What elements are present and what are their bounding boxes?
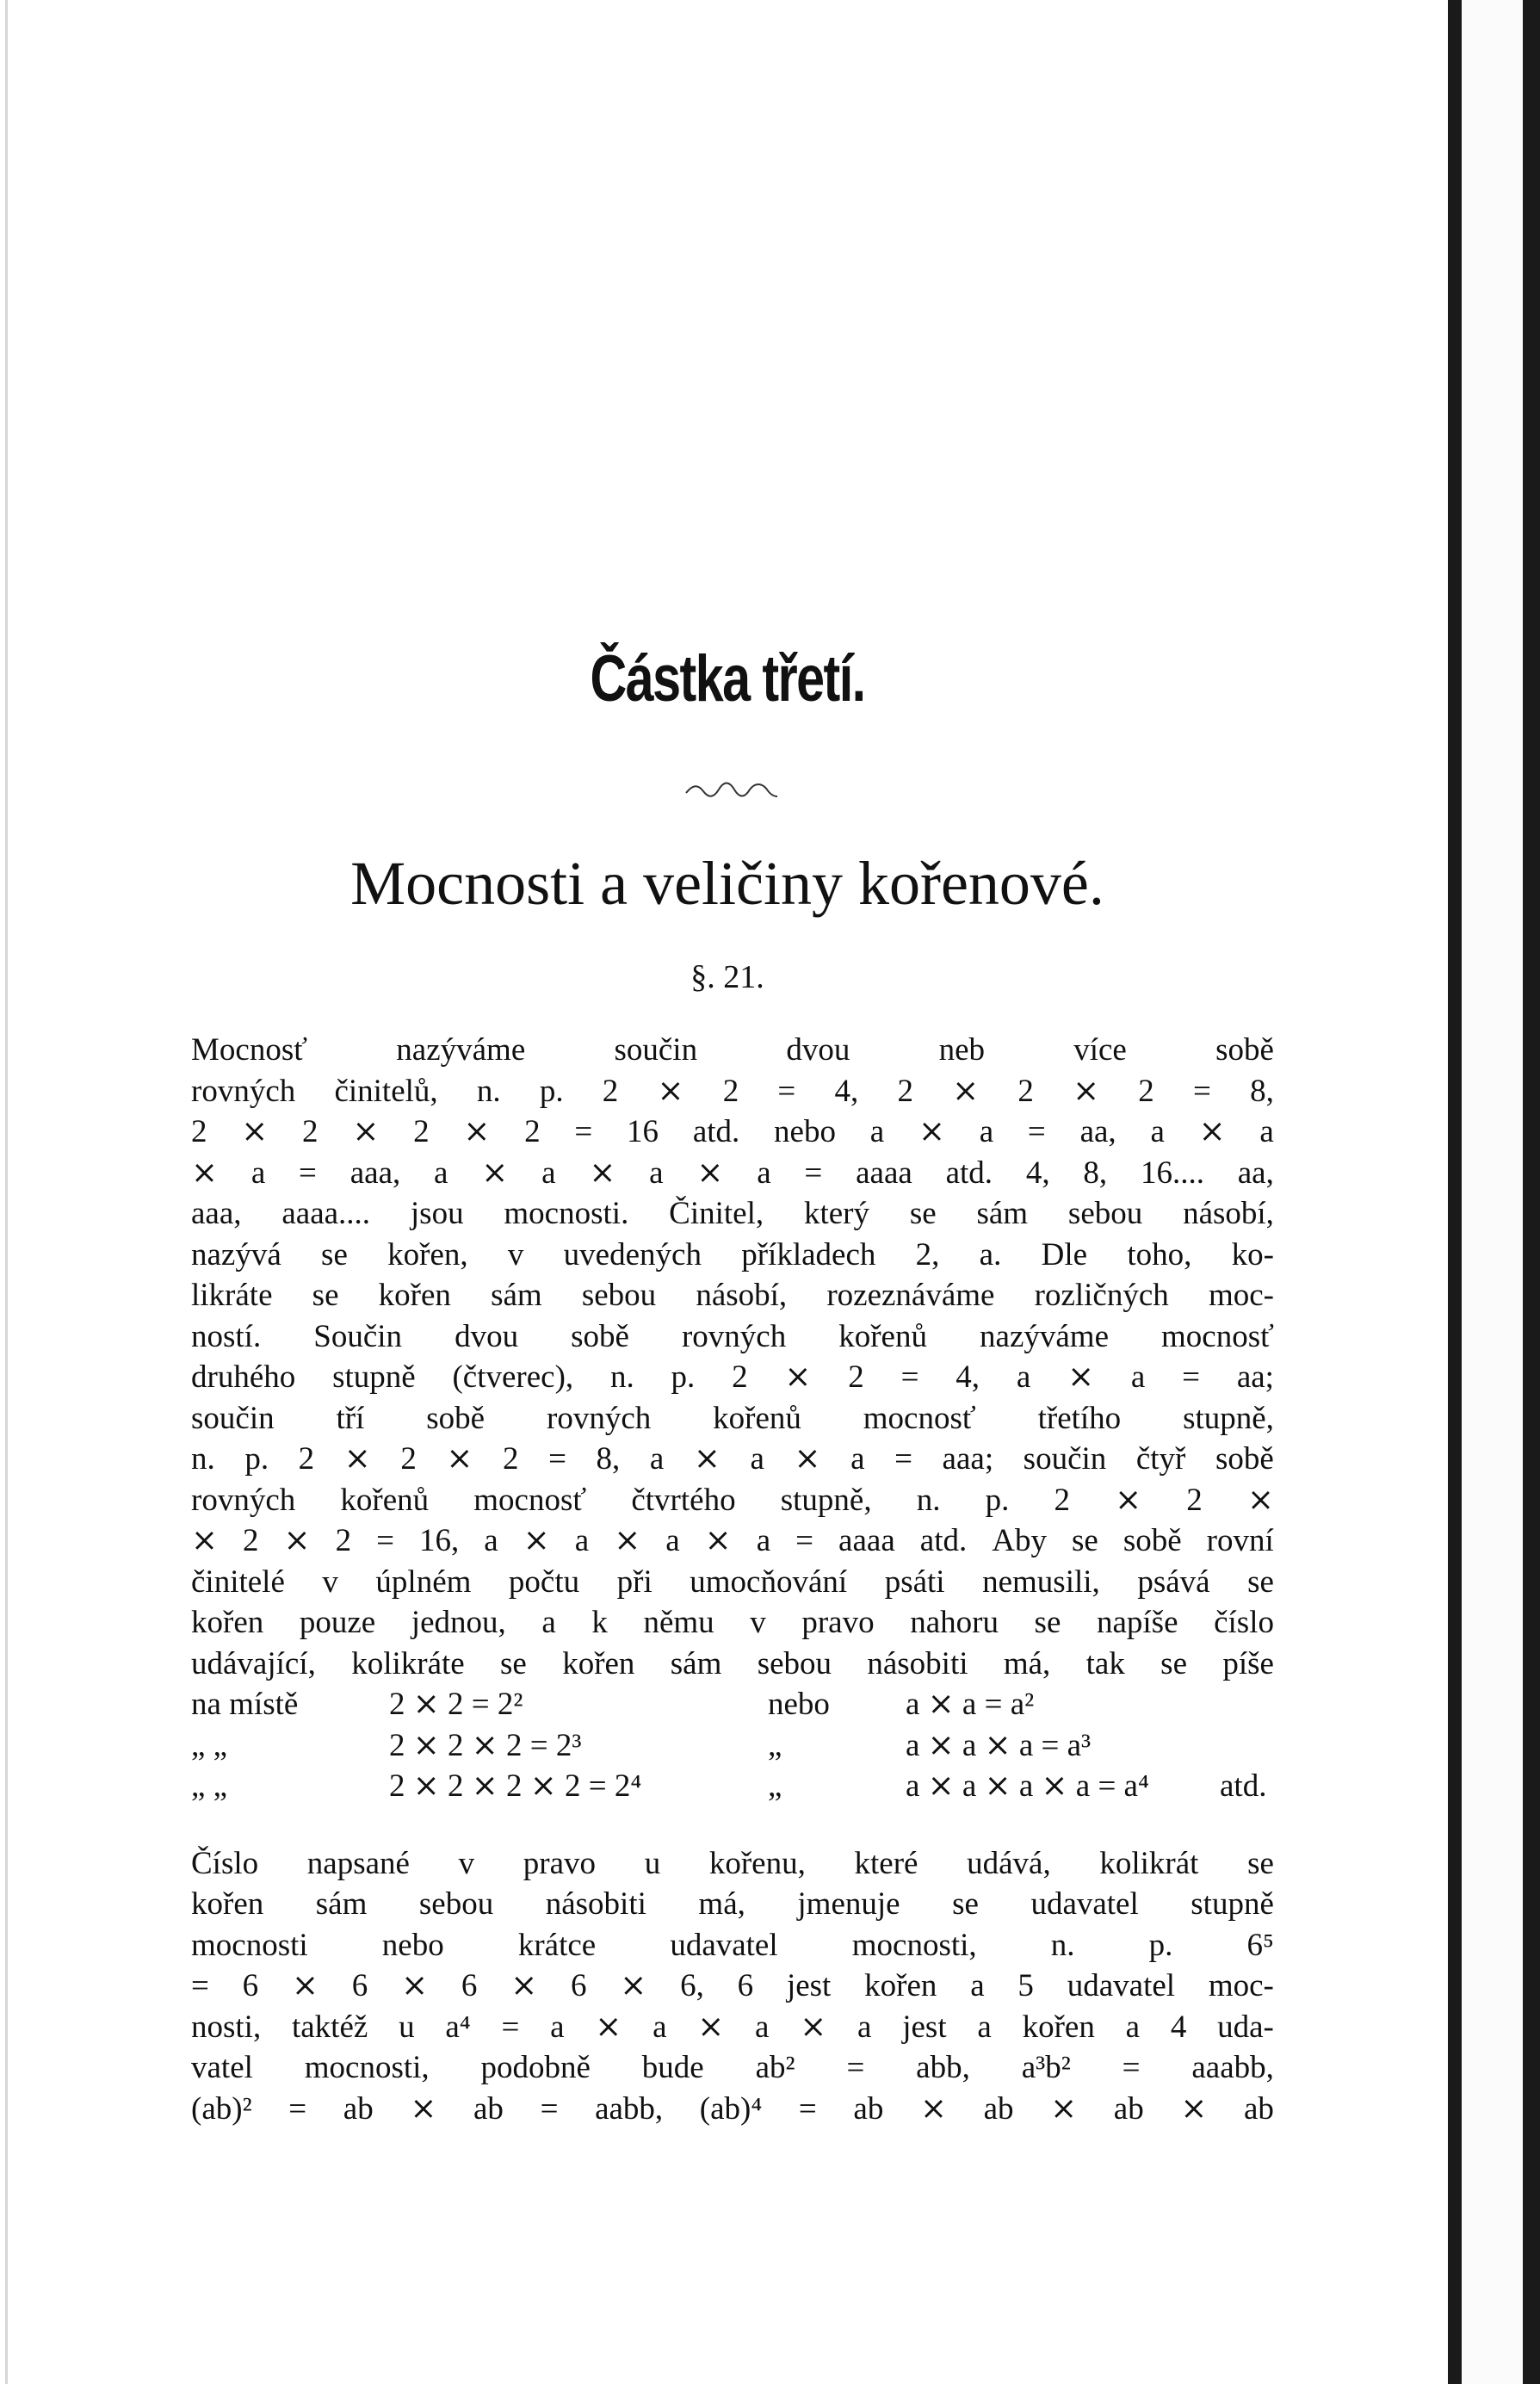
scan-border-right bbox=[1523, 0, 1540, 2384]
formula-lead: „ „ bbox=[191, 1727, 228, 1763]
formula-numeric: 2 ⨯ 2 = 2² bbox=[389, 1687, 523, 1722]
body-text bbox=[191, 1030, 1274, 2129]
section-number: §. 21. bbox=[690, 959, 764, 995]
paragraph-gap bbox=[191, 1807, 1274, 1843]
formula-numeric: 2 ⨯ 2 ⨯ 2 ⨯ 2 = 2⁴ bbox=[389, 1768, 642, 1804]
text-line: součin tří sobě rovných kořenů mocnosť třetího stupně, bbox=[191, 1400, 1274, 1436]
text-line: (ab)² = ab ⨯ ab = aabb, (ab)⁴ = ab ⨯ ab ⨯ ab ⨯ ab bbox=[191, 2090, 1274, 2127]
formula-row bbox=[191, 1684, 1274, 1725]
formula-conj: nebo bbox=[768, 1687, 830, 1722]
paragraph-2 bbox=[191, 1843, 1274, 2130]
paragraph-1 bbox=[191, 1030, 1274, 1684]
ornament-divider bbox=[684, 779, 779, 800]
text-line: Mocnosť nazýváme součin dvou neb více sobě bbox=[191, 1032, 1274, 1068]
text-line: kořen pouze jednou, a k němu v pravo nahoru se napíše číslo bbox=[191, 1605, 1274, 1640]
formula-lead: na místě bbox=[191, 1687, 299, 1722]
formula-numeric: 2 ⨯ 2 ⨯ 2 = 2³ bbox=[389, 1727, 582, 1763]
text-line: nosti, taktéž u a⁴ = a ⨯ a ⨯ a ⨯ a jest a kořen a 4 uda- bbox=[191, 2009, 1274, 2045]
text-line: aaa, aaaa.... jsou mocnosti. Činitel, který se sám sebou násobí, bbox=[191, 1196, 1274, 1231]
text-line: kořen sám sebou násobiti má, jmenuje se udavatel stupně bbox=[191, 1886, 1274, 1922]
text-line: druhého stupně (čtverec), n. p. 2 ⨯ 2 = 4, a ⨯ a = aa; bbox=[191, 1359, 1274, 1395]
text-line: nazývá se kořen, v uvedených příkladech 2, a. Dle toho, ko- bbox=[191, 1236, 1274, 1272]
formula-lead: „ „ bbox=[191, 1768, 228, 1804]
formula-letter: a ⨯ a ⨯ a ⨯ a = a⁴ bbox=[906, 1768, 1149, 1804]
text-line: Číslo napsané v pravo u kořenu, které udává, kolikrát se bbox=[191, 1845, 1274, 1881]
formula-row bbox=[191, 1725, 1274, 1767]
text-line: ⨯ 2 ⨯ 2 = 16, a ⨯ a ⨯ a ⨯ a = aaaa atd. Aby se sobě rovní bbox=[191, 1523, 1274, 1558]
text-line: ností. Součin dvou sobě rovných kořenů nazýváme mocnosť bbox=[191, 1318, 1274, 1354]
section-heading: Mocnosti a veličiny kořenové. bbox=[350, 849, 1104, 918]
text-line: n. p. 2 ⨯ 2 ⨯ 2 = 8, a ⨯ a ⨯ a = aaa; součin čtyř sobě bbox=[191, 1441, 1274, 1477]
text-line: rovných kořenů mocnosť čtvrtého stupně, n. p. 2 ⨯ 2 ⨯ bbox=[191, 1482, 1274, 1518]
page-edge-left bbox=[5, 0, 8, 2384]
formula-letter: a ⨯ a = a² bbox=[906, 1687, 1035, 1722]
chapter-title: Částka třetí. bbox=[590, 642, 865, 715]
formula-table bbox=[191, 1684, 1274, 1807]
text-line: ⨯ a = aaa, a ⨯ a ⨯ a ⨯ a = aaaa atd. 4, 8, 16.... aa, bbox=[191, 1155, 1274, 1191]
text-line: 2 ⨯ 2 ⨯ 2 ⨯ 2 = 16 atd. nebo a ⨯ a = aa, a ⨯ a bbox=[191, 1114, 1274, 1149]
formula-tail: atd. bbox=[1220, 1768, 1267, 1804]
text-line: rovných činitelů, n. p. 2 ⨯ 2 = 4, 2 ⨯ 2 ⨯ 2 = 8, bbox=[191, 1073, 1274, 1109]
text-line: likráte se kořen sám sebou násobí, rozeznáváme rozličných moc- bbox=[191, 1278, 1274, 1313]
formula-letter: a ⨯ a ⨯ a = a³ bbox=[906, 1727, 1092, 1763]
text-line: udávající, kolikráte se kořen sám sebou násobiti má, tak se píše bbox=[191, 1645, 1274, 1681]
text-line: činitelé v úplném počtu při umocňování psáti nemusili, psává se bbox=[191, 1564, 1274, 1600]
text-line: mocnosti nebo krátce udavatel mocnosti, n. p. 6⁵ bbox=[191, 1927, 1274, 1963]
text-line: vatel mocnosti, podobně bude ab² = abb, a³b² = aaabb, bbox=[191, 2050, 1274, 2085]
formula-conj: „ bbox=[768, 1768, 782, 1804]
formula-row bbox=[191, 1766, 1274, 1807]
formula-conj: „ bbox=[768, 1727, 782, 1763]
text-line: = 6 ⨯ 6 ⨯ 6 ⨯ 6 ⨯ 6, 6 jest kořen a 5 udavatel moc- bbox=[191, 1968, 1274, 2003]
page-gutter-border bbox=[1448, 0, 1462, 2384]
